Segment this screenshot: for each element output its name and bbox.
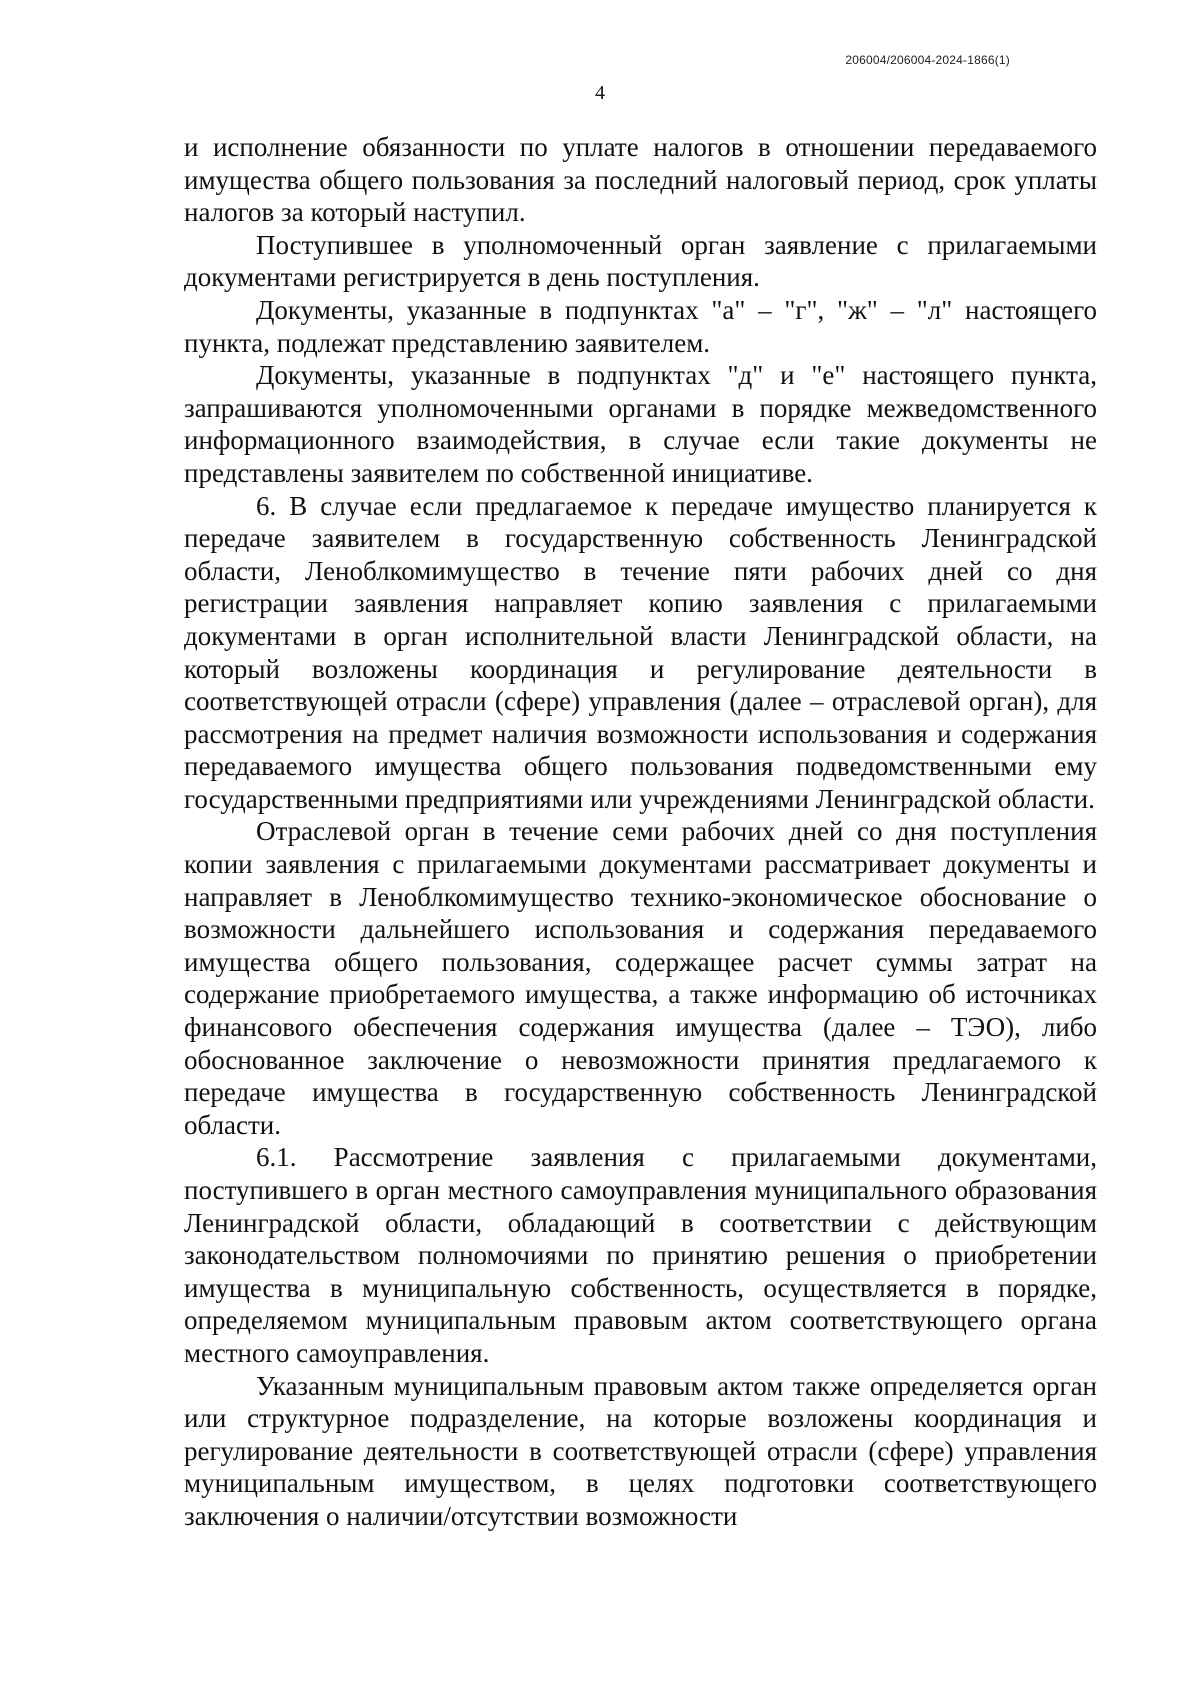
paragraph-requested-documents: Документы, указанные в подпунктах "д" и "е" настоящего пункта, запрашиваются уполномоченными органами в порядке межведомственного информационного взаимодействия, в случае если такие документы не представлены заявителем по собственной инициативе. [184,360,1097,488]
document-body [184,131,1097,1533]
paragraph-municipal-act: Указанным муниципальным правовым актом также определяется орган или структурное подразделение, на которые возложены координация и регулирование деятельности в соответствующей отрасли (сфере) управления муниципальным имуществом, в целях подготовки соответствующего заключения о наличии/отсутствии возможности [184,1370,1097,1531]
paragraph-continuation: и исполнение обязанности по уплате налогов в отношении передаваемого имущества общего пользования за последний налоговый период, срок уплаты налогов за который наступил. [184,132,1097,228]
paragraph-section-6-1: 6.1. Рассмотрение заявления с прилагаемыми документами, поступившего в орган местного самоуправления муниципального образования Ленинградской области, обладающий в соответствии с действующим законодательством полномочиями по принятию решения о приобретении имущества в муниципальную собственность, осуществляется в порядке, определяемом муниципальным правовым актом соответствующего органа местного самоуправления. [184,1142,1097,1368]
paragraph-applicant-documents: Документы, указанные в подпунктах "а" – "г", "ж" – "л" настоящего пункта, подлежат представлению заявителем. [184,294,1097,358]
document-id: 206004/206004-2024-1866(1) [845,53,1010,67]
paragraph-registration: Поступившее в уполномоченный орган заявление с прилагаемыми документами регистрируется в день поступления. [184,229,1097,293]
paragraph-sector-body: Отраслевой орган в течение семи рабочих дней со дня поступления копии заявления с прилагаемыми документами рассматривает документы и направляет в Леноблкомимущество технико-экономическое обоснование о возможности дальнейшего использования и содержания передаваемого имущества общего пользования, содержащее расчет суммы затрат на содержание приобретаемого имущества, а также информацию об источниках финансового обеспечения содержания имущества (далее – ТЭО), либо обоснованное заключение о невозможности принятия предлагаемого к передаче имущества в государственную собственность Ленинградской области. [184,816,1097,1140]
paragraph-section-6: 6. В случае если предлагаемое к передаче имущество планируется к передаче заявителем в государственную собственность Ленинградской области, Леноблкомимущество в течение пяти рабочих дней со дня регистрации заявления направляет копию заявления с прилагаемыми документами в орган исполнительной власти Ленинградской области, на который возложены координация и регулирование деятельности в соответствующей отрасли (сфере) управления (далее – отраслевой орган), для рассмотрения на предмет наличия возможности использования и содержания передаваемого имущества общего пользования подведомственными ему государственными предприятиями или учреждениями Ленинградской области. [184,490,1097,814]
page-number: 4 [595,82,605,104]
